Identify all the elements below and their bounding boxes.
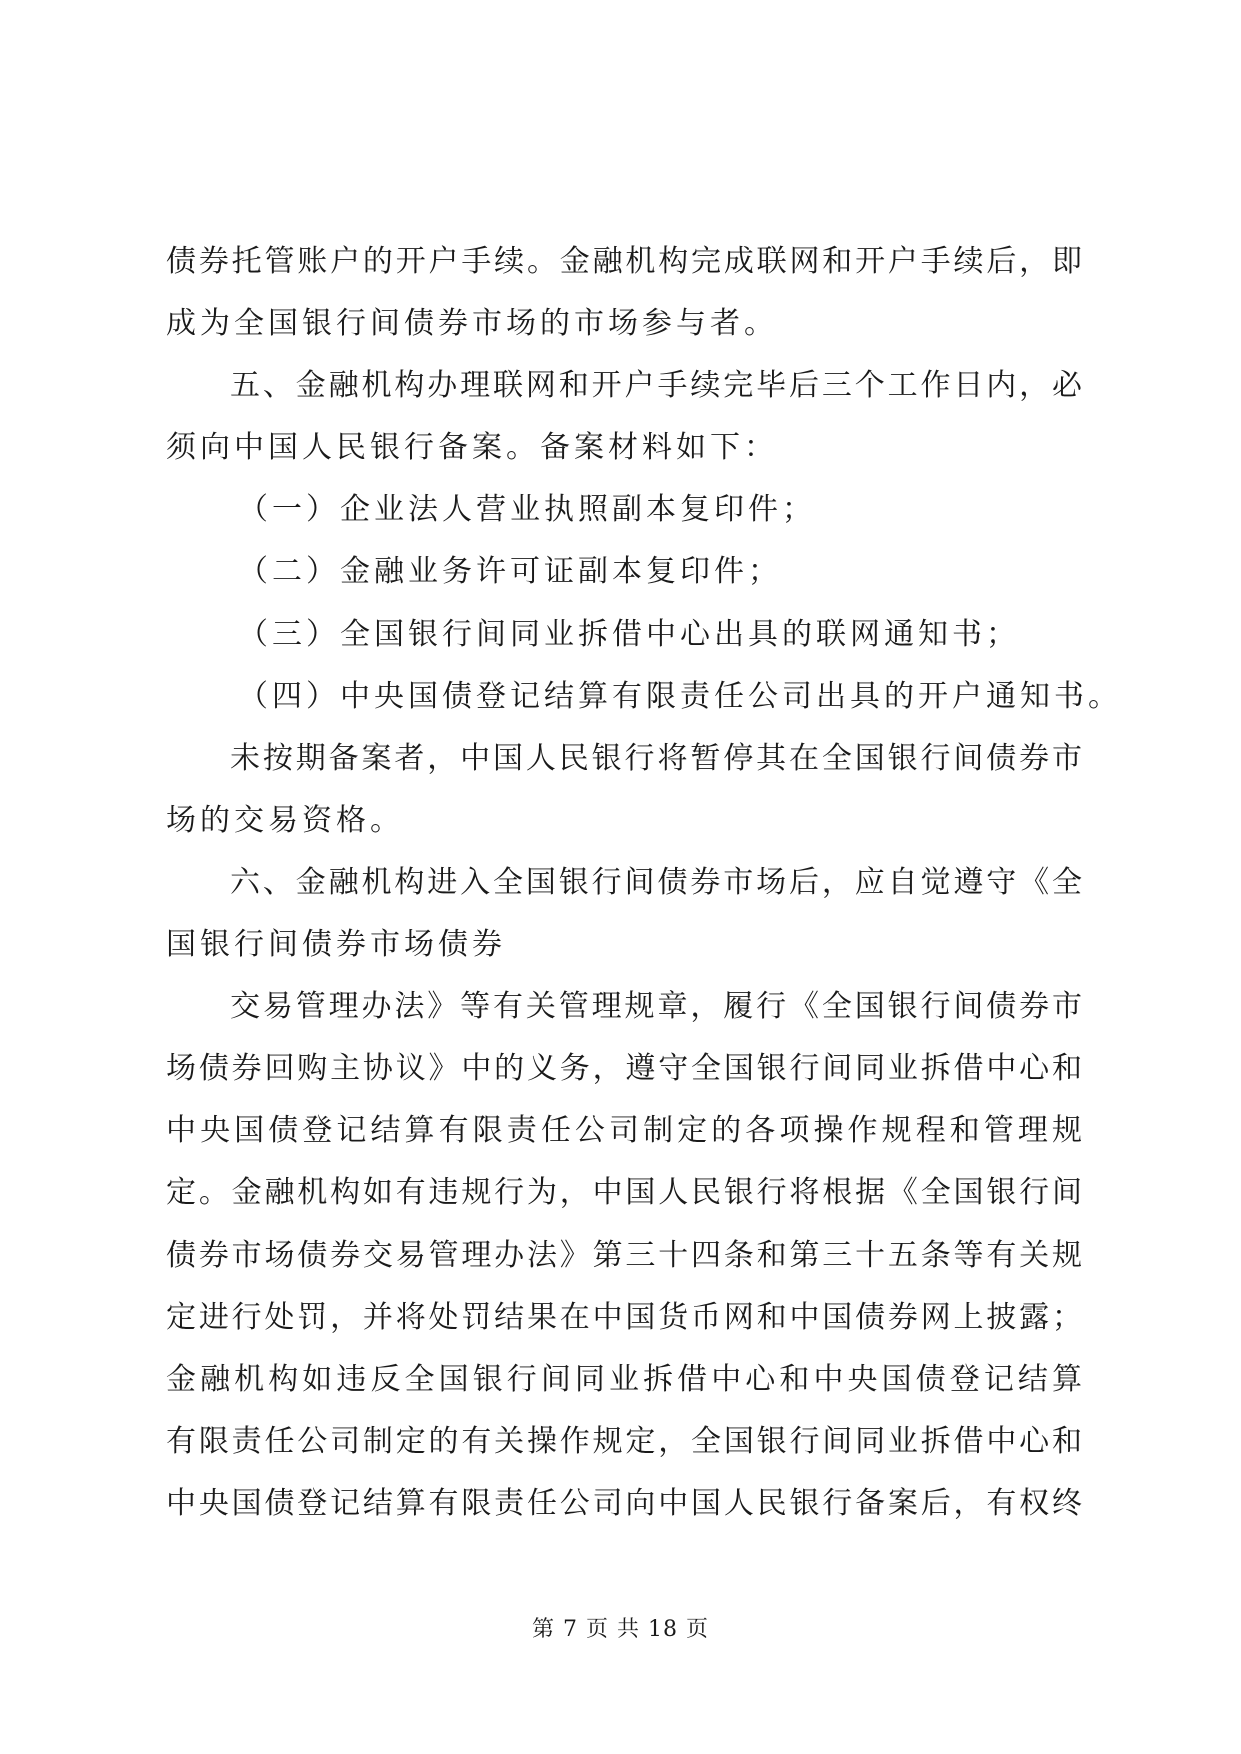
text-line: 有限责任公司制定的有关操作规定，全国银行间同业拆借中心和	[166, 1423, 1082, 1459]
page-number-footer: 第 7 页 共 18 页	[532, 1617, 709, 1642]
text-line: 定。金融机构如有违规行为，中国人民银行将根据《全国银行间	[166, 1175, 1082, 1211]
text-line: 中央国债登记结算有限责任公司制定的各项操作规程和管理规	[166, 1113, 1082, 1149]
document-body	[166, 231, 1122, 1535]
text-line: 债券市场债券交易管理办法》第三十四条和第三十五条等有关规	[166, 1237, 1082, 1273]
text-line: 场债券回购主协议》中的义务，遵守全国银行间同业拆借中心和	[166, 1051, 1082, 1087]
list-item: （一）企业法人营业执照副本复印件；	[238, 492, 816, 528]
text-line: 须向中国人民银行备案。备案材料如下：	[166, 430, 778, 466]
text-line: 国银行间债券市场债券	[166, 927, 506, 963]
list-item: （四）中央国债登记结算有限责任公司出具的开户通知书。	[238, 678, 1122, 714]
text-line: 中央国债登记结算有限责任公司向中国人民银行备案后，有权终	[166, 1485, 1082, 1521]
text-line: 金融机构如违反全国银行间同业拆借中心和中央国债登记结算	[166, 1361, 1082, 1397]
text-line: 未按期备案者，中国人民银行将暂停其在全国银行间债券市	[230, 740, 1082, 776]
list-item: （二）金融业务许可证副本复印件；	[238, 554, 782, 590]
text-line: 成为全国银行间债券市场的市场参与者。	[166, 306, 778, 342]
text-line: 债券托管账户的开户手续。金融机构完成联网和开户手续后，即	[166, 244, 1082, 279]
list-item: （三）全国银行间同业拆借中心出具的联网通知书；	[238, 616, 1020, 652]
text-line: 交易管理办法》等有关管理规章，履行《全国银行间债券市	[230, 989, 1082, 1025]
text-line: 定进行处罚，并将处罚结果在中国货币网和中国债券网上披露；	[166, 1299, 1082, 1335]
paragraph-six-start: 六、金融机构进入全国银行间债券市场后，应自觉遵守《全	[230, 864, 1082, 900]
text-line: 场的交易资格。	[166, 802, 404, 838]
paragraph-five-start: 五、金融机构办理联网和开户手续完毕后三个工作日内，必	[230, 368, 1082, 404]
